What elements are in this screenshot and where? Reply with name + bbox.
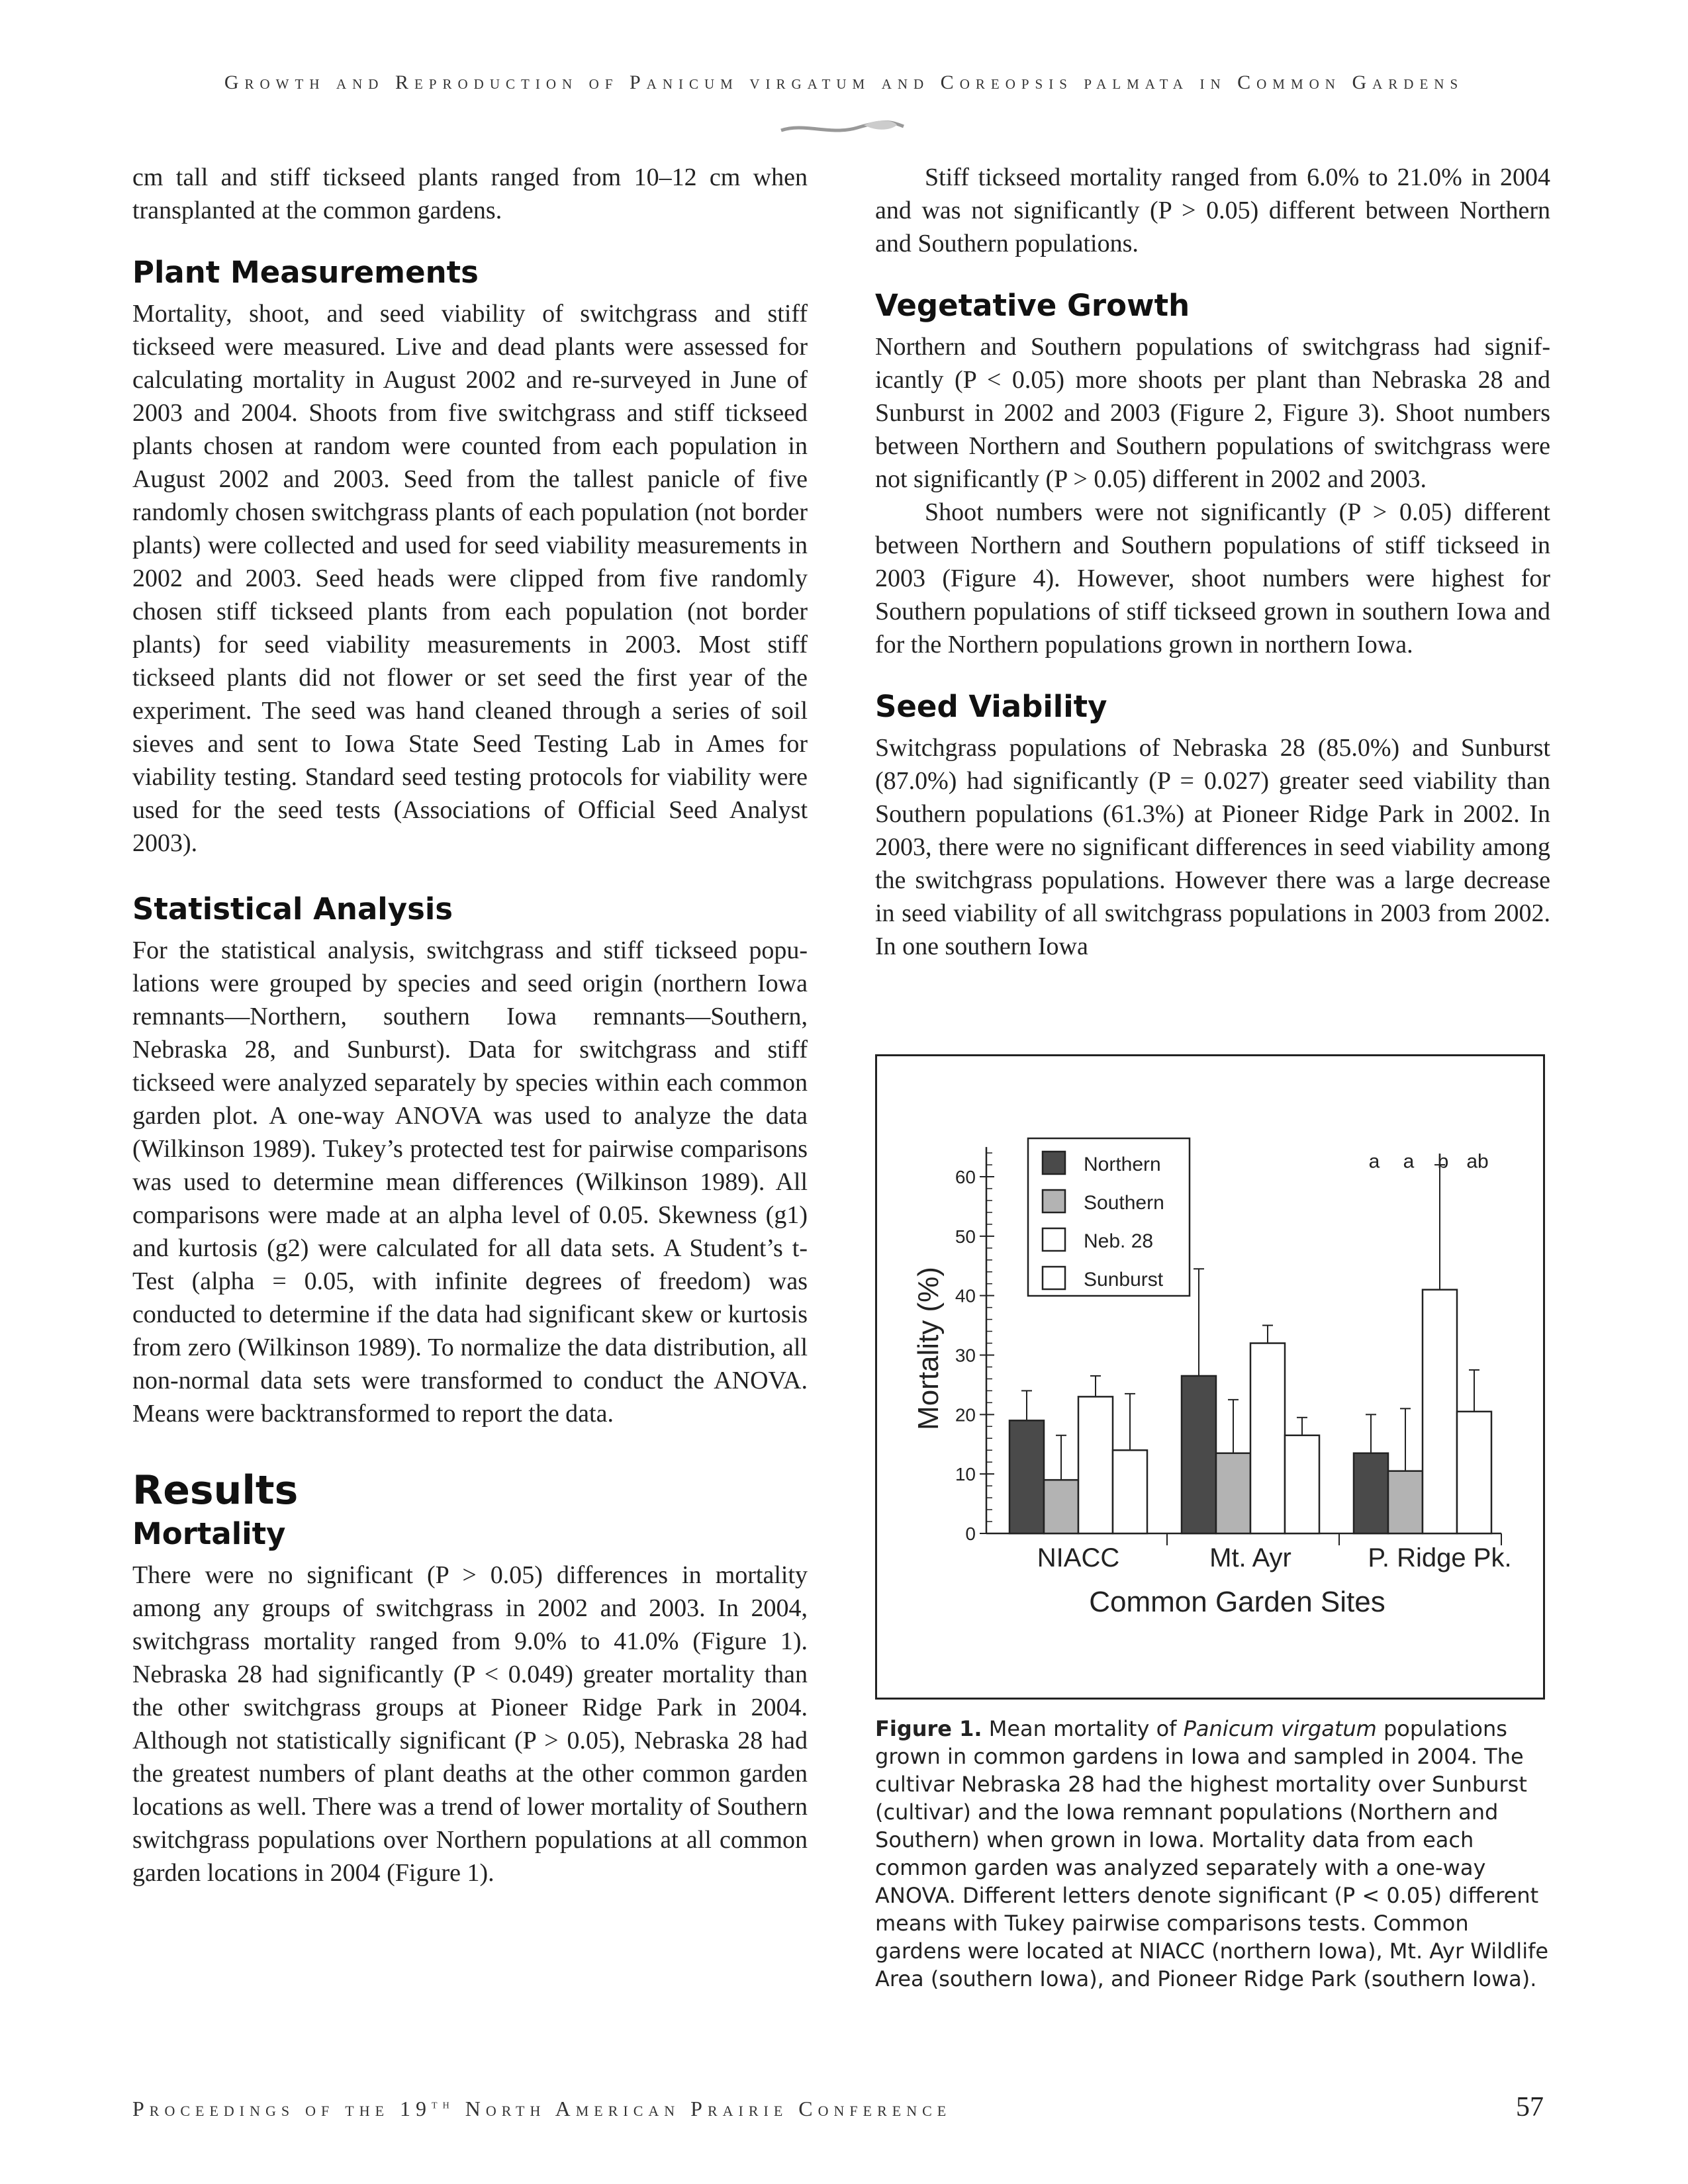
bar-southern-p-ridge-pk- [1388, 1471, 1423, 1533]
bar-neb-28-niacc [1078, 1396, 1113, 1533]
x-category-label: NIACC [1037, 1543, 1120, 1572]
caption-label: Figure 1. [875, 1716, 982, 1741]
bar-northern-niacc [1009, 1420, 1044, 1533]
bar-northern-mt-ayr [1182, 1376, 1216, 1533]
left-column [132, 161, 808, 1889]
bar-sunburst-niacc [1113, 1450, 1147, 1533]
intro-paragraph: cm tall and stiff tickseed plants ranged from 10–12 cm when transplanted at the common gardens. [132, 163, 808, 224]
significance-letter: ab [1466, 1150, 1489, 1173]
section-heading-seed-viability: Seed Viability [875, 689, 1107, 724]
section-heading-statistical-analysis: Statistical Analysis [132, 891, 453, 927]
y-tick-label: 0 [965, 1524, 976, 1544]
right-column [875, 161, 1550, 963]
x-axis-label: Common Garden Sites [1089, 1586, 1385, 1618]
section-heading-mortality: Mortality [132, 1516, 286, 1551]
caption-text-pre: Mean mortality of [982, 1716, 1184, 1741]
footer-proceedings [132, 2097, 951, 2121]
section-heading-plant-measurements: Plant Measurements [132, 255, 479, 290]
x-category-label: Mt. Ayr [1209, 1543, 1291, 1572]
y-tick-label: 50 [955, 1226, 976, 1247]
mortality-bar-chart [877, 1056, 1543, 1698]
caption-text-post: populations grown in common gardens in Iowa and sampled in 2004. The cultivar Nebraska 28 had the highest mortality over Sunburst (cultivar) and the Iowa remnant populations (Northern and Southern) when grown in Iowa. Mortality data from each common garden was analyzed separately with a one-way ANOVA. Different letters denote significant (P < 0.05) different means with Tukey pairwise comparisons tests. Common gardens were located at NIACC (northern Iowa), Mt. Ayr Wildlife Area (southern Iowa), and Pioneer Ridge Park (southern Iowa). [875, 1716, 1549, 1991]
plant-measurements-paragraph: Mortality, shoot, and seed viability of switchgrass and stiff tickseed were measured. Live and dead plants were assessed for calculating mortality in August 2002 and re-surveyed in June of 2003 and 2004. Shoots from five switchgrass and stiff tickseed plants chosen at random were counted from each population in August 2002 and 2003. Seed from the tallest panicle of five randomly chosen switchgrass plants of each population (not border plants) were collected and used for seed viability measurements in 2002 and 2003. Seed heads were clipped from five randomly chosen stiff tickseed plants from each population (not border plants) for seed viability measurements in 2003. Most stiff tickseed plants did not flower or set seed the first year of the experiment. The seed was hand cleaned through a series of soil sieves and sent to Iowa State Seed Testing Lab in Ames for viability testing. Standard seed testing protocols for viability were used for the seed tests (Associations of Official Seed Analyst 2003). [132, 300, 808, 857]
y-tick-label: 30 [955, 1345, 976, 1366]
significance-letter: b [1437, 1150, 1449, 1173]
legend-swatch [1043, 1228, 1065, 1251]
statistical-analysis-paragraph: For the statistical analysis, switchgrass and stiff tickseed populations were grouped by species and seed origin (northern Iowa remnants—Northern, southern Iowa remnants—Southern, Nebraska 28, and Sunburst). Data for switchgrass and stiff tickseed were analyzed separately by species within each common garden plot. A one-way ANOVA was used to analyze the data (Wilkinson 1989). Tukey’s protected test for pairwise comparisons was used to determine mean differences (Wilkinson 1989). All comparisons were made at an alpha level of 0.05. Skewness (g1) and kurtosis (g2) were calculated for all data sets. A Student’s t-Test (alpha = 0.05, with infinite degrees of freedom) was conducted to determine if the data had significant skew or kurtosis from zero (Wilkinson 1989). To normalize the data distribution, all non-normal data sets were transformed to conduct the ANOVA. Means were backtransformed to report the data. [132, 936, 808, 1428]
page-number: 57 [1516, 2092, 1544, 2122]
results-heading: Results [132, 1467, 299, 1514]
section-heading-vegetative-growth: Vegetative Growth [875, 288, 1190, 323]
mortality-paragraph: There were no significant (P > 0.05) differences in mortality among any groups of switchgrass in 2002 and 2003. In 2004, switchgrass mortality ranged from 9.0% to 41.0% (Figure 1). Nebraska 28 had significantly (P < 0.049) greater mortality than the other switchgrass groups at Pioneer Ridge Park in 2004. Although not statistically significant (P > 0.05), Nebraska 28 had the greatest numbers of plant deaths at the other common garden locations as well. There was a trend of lower mortality of Southern switchgrass populations over Northern populations at all common garden locations in 2004 (Figure 1). [132, 1561, 808, 1887]
footer-superscript: th [432, 2097, 455, 2112]
legend-swatch [1043, 1152, 1065, 1174]
ornament-icon [778, 116, 910, 142]
y-tick-label: 60 [955, 1167, 976, 1187]
legend-swatch [1043, 1190, 1065, 1212]
legend-swatch [1043, 1267, 1065, 1289]
bar-northern-p-ridge-pk- [1354, 1453, 1388, 1533]
bar-sunburst-mt-ayr [1285, 1435, 1319, 1533]
legend-label: Southern [1084, 1192, 1164, 1214]
footer-text-post: North American Prairie Conference [454, 2097, 952, 2120]
y-tick-label: 10 [955, 1464, 976, 1485]
legend-label: Sunburst [1084, 1269, 1164, 1291]
legend-label: Neb. 28 [1084, 1230, 1154, 1252]
figure-1-caption [875, 1715, 1550, 1993]
bar-neb-28-p-ridge-pk- [1423, 1290, 1457, 1533]
footer-text-pre: Proceedings of the 19 [132, 2097, 432, 2120]
caption-species: Panicum virgatum [1183, 1716, 1377, 1741]
significance-letter: a [1403, 1150, 1415, 1173]
bar-sunburst-p-ridge-pk- [1457, 1412, 1491, 1533]
significance-letter: a [1368, 1150, 1380, 1173]
vegetative-growth-paragraph-2: Shoot numbers were not significantly (P > 0.05) different between Northern and Southern populations of stiff tickseed in 2003 (Figure 4). However, shoot numbers were highest for Southern populations of stiff tickseed grown in southern Iowa and for the Northern populations grown in northern Iowa. [875, 498, 1550, 659]
bar-southern-mt-ayr [1216, 1453, 1250, 1533]
seed-viability-paragraph: Switchgrass populations of Nebraska 28 (85.0%) and Sunburst (87.0%) had significantly (P = 0.027) greater seed viability than Southern populations (61.3%) at Pioneer Ridge Park in 2002. In 2003, there were no significant differences in seed viability among the switchgrass populations. However there was a large decrease in seed viability of all switchgrass populations in 2003 from 2002. In one southern Iowa [875, 734, 1550, 960]
bar-neb-28-mt-ayr [1250, 1343, 1285, 1533]
bar-southern-niacc [1044, 1480, 1078, 1533]
vegetative-growth-paragraph-1: Northern and Southern populations of switchgrass had significantly (P < 0.05) more shoots per plant than Nebraska 28 and Sunburst in 2002 and 2003 (Figure 2, Figure 3). Shoot numbers between Northern and Southern populations of switchgrass were not significantly (P > 0.05) different in 2002 and 2003. [875, 333, 1550, 493]
x-category-label: P. Ridge Pk. [1368, 1543, 1512, 1572]
y-tick-label: 20 [955, 1404, 976, 1426]
running-head: Growth and Reproduction of Panicum virgatum and Coreopsis palmata in Common Gardens [224, 71, 1464, 93]
legend-label: Northern [1084, 1154, 1161, 1175]
y-axis-label: Mortality (%) [912, 1267, 945, 1430]
y-tick-label: 40 [955, 1285, 976, 1306]
mortality-continued-paragraph: Stiff tickseed mortality ranged from 6.0% to 21.0% in 2004 and was not significantly (P > 0.05) different between Northern and Southern populations. [875, 163, 1550, 257]
figure-1-frame [875, 1054, 1545, 1700]
